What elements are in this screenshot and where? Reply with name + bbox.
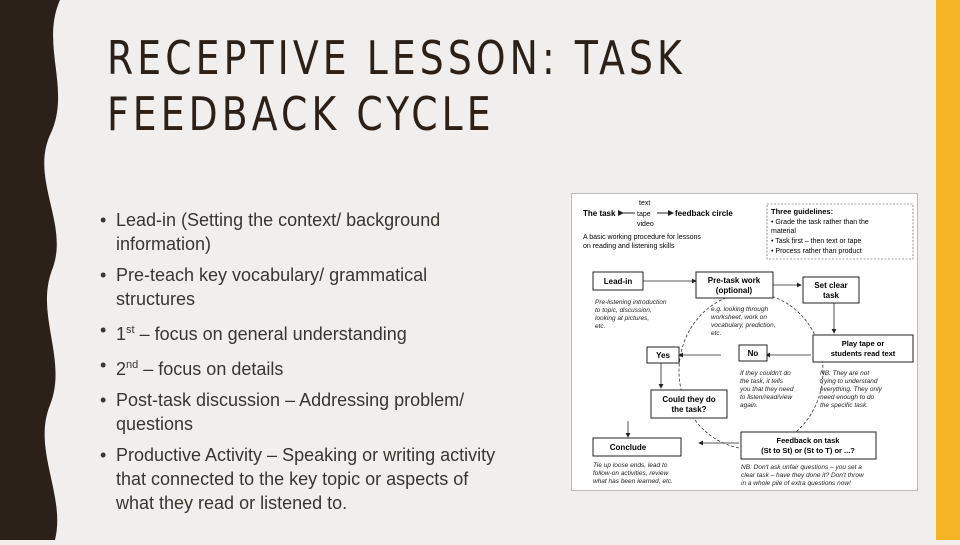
diagram-procedure-line-2: on reading and listening skills: [583, 243, 675, 250]
bullet-text: – focus on general understanding: [134, 324, 407, 344]
slide-title: RECEPTIVE LESSON: TASK FEEDBACK CYCLE: [107, 31, 686, 141]
note-pre-listening-1: Pre-listening introduction: [595, 299, 667, 306]
box-yes: Yes: [656, 351, 670, 360]
bullet-text: Pre-teach key vocabulary/ grammatical structures: [116, 265, 428, 309]
note-eg-3: vocabulary, prediction,: [711, 322, 776, 329]
bullet-dot: •: [100, 210, 107, 230]
ordinal-suffix: st: [126, 324, 135, 336]
diagram-task-label: The task: [583, 209, 616, 218]
box-play-tape-line-2: students read text: [830, 349, 896, 358]
guideline-line-3: • Task first – then text or tape: [771, 238, 862, 245]
bullet-text: Post-task discussion – Addressing problem/ questions: [116, 390, 465, 434]
box-set-task-line-1: Set clear: [814, 281, 848, 290]
diagram-feedback-circle-label: feedback circle: [675, 209, 733, 218]
note-pre-listening-2: to topic, discussion,: [595, 307, 652, 314]
box-play-tape-line-1: Play tape or: [841, 339, 885, 348]
box-pre-task-line-2: (optional): [715, 286, 753, 295]
ordinal-suffix: nd: [126, 359, 139, 371]
note-nb-trying-2: trying to understand: [820, 378, 878, 385]
guideline-line-4: • Process rather than product: [771, 248, 862, 255]
left-decorative-band: [0, 0, 70, 540]
box-could-they-line-1: Could they do: [662, 395, 716, 404]
box-pre-task-line-1: Pre-task work: [707, 276, 761, 285]
bullet-item-productive: [100, 443, 500, 515]
note-if-couldnt-3: you that they need: [740, 386, 794, 393]
bullet-item-lead-in: [100, 208, 500, 256]
note-nb-unfair-1: NB: Don't ask unfair questions – you set a: [741, 464, 862, 471]
box-no: No: [747, 349, 759, 358]
box-set-task-line-2: task: [822, 291, 840, 300]
diagram-text-label: text: [639, 200, 651, 207]
note-tie-up-2: follow-on activities, review: [593, 470, 669, 477]
note-eg-4: etc.: [711, 330, 722, 337]
right-accent-band: [936, 0, 960, 540]
note-nb-trying-4: need enough to do: [820, 394, 875, 401]
note-pre-listening-4: etc.: [595, 323, 606, 330]
bullet-dot: •: [100, 320, 107, 340]
box-conclude: Conclude: [609, 443, 647, 452]
note-tie-up-1: Tie up loose ends, lead to: [593, 462, 668, 469]
box-feedback-line-1: Feedback on task: [776, 436, 840, 445]
diagram-procedure-line-1: A basic working procedure for lessons: [583, 234, 701, 241]
note-if-couldnt-5: again.: [740, 402, 758, 409]
note-nb-trying-5: the specific task.: [820, 402, 869, 409]
note-tie-up-3: what has been learned, etc.: [593, 478, 673, 485]
diagram-video-label: video: [637, 221, 654, 228]
guideline-line-2: material: [771, 228, 796, 235]
box-could-they-line-2: the task?: [671, 405, 707, 414]
note-eg-2: worksheet, work on: [711, 314, 767, 321]
bullet-dot: •: [100, 390, 107, 410]
bullet-text: – focus on details: [138, 359, 284, 379]
bullet-ordinal: 2: [116, 359, 127, 379]
note-nb-unfair-3: in a whole pile of extra questions now!: [741, 480, 851, 487]
bullet-list: [100, 208, 500, 522]
bullet-item-second-focus: [100, 353, 500, 381]
guidelines-title: Three guidelines:: [771, 207, 834, 216]
bullet-dot: •: [100, 445, 107, 465]
bullet-dot: •: [100, 355, 107, 375]
note-if-couldnt-2: the task, it tells: [740, 378, 783, 385]
bullet-text: Productive Activity – Speaking or writing activity that connected to the key topic or aspects of what they read or listened to.: [116, 445, 496, 513]
note-eg-1: e.g. looking through: [711, 306, 769, 313]
diagram-tape-label: tape: [637, 211, 651, 218]
bullet-text: Lead-in (Setting the context/ background information): [116, 210, 441, 254]
note-nb-trying-3: everything. They only: [820, 386, 882, 393]
note-if-couldnt-1: If they couldn't do: [740, 370, 791, 377]
note-if-couldnt-4: to listen/read/view: [740, 394, 793, 401]
bullet-dot: •: [100, 265, 107, 285]
bullet-item-post-task: [100, 388, 500, 436]
bullet-ordinal: 1: [116, 324, 127, 344]
note-nb-unfair-2: clear task – have they done it? Don't throw: [741, 472, 864, 479]
note-nb-trying-1: NB: They are not: [820, 370, 870, 377]
note-pre-listening-3: looking at pictures,: [595, 315, 650, 322]
task-feedback-cycle-diagram: [571, 193, 918, 491]
guideline-line-1: • Grade the task rather than the: [771, 219, 869, 226]
box-lead-in: Lead-in: [603, 277, 633, 286]
bullet-item-pre-teach: [100, 263, 500, 311]
box-feedback-line-2: (St to St) or (St to T) or ...?: [761, 446, 855, 455]
bullet-item-first-focus: [100, 318, 500, 346]
